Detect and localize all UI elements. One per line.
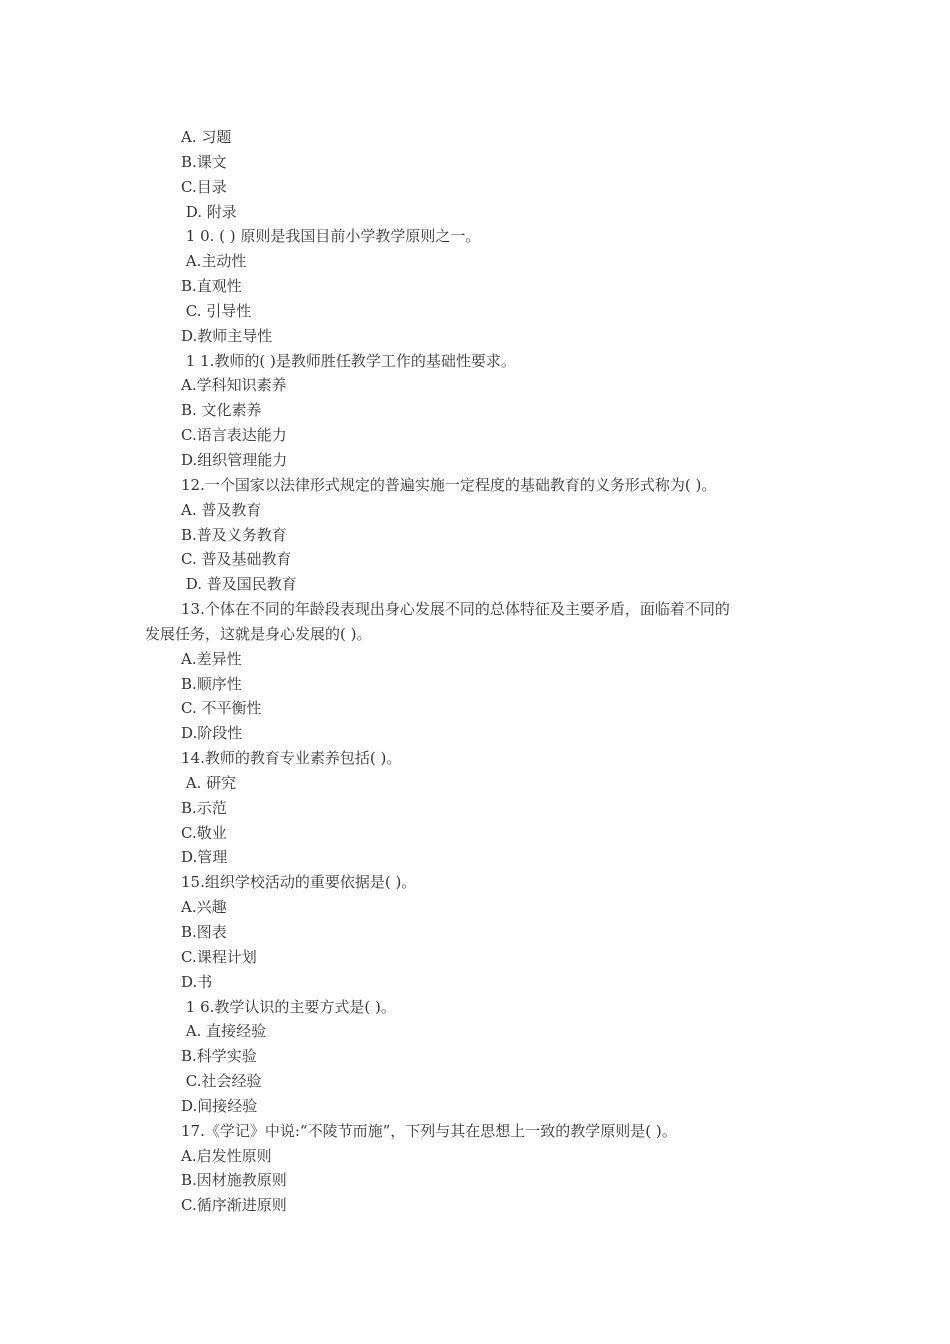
option-line: D.阶段性 <box>181 724 243 743</box>
option-line: D.管理 <box>181 848 228 867</box>
question-line: 1 0. ( ) 原则是我国目前小学教学原则之一。 <box>181 227 481 246</box>
option-line: C. 普及基础教育 <box>181 550 292 569</box>
option-line: B.顺序性 <box>181 674 242 693</box>
option-line: A. 研究 <box>181 773 237 792</box>
question-line: 13.个体在不同的年龄段表现出身心发展不同的总体特征及主要矛盾，面临着不同的 <box>181 600 730 619</box>
question-line: 1 6.教学认识的主要方式是( )。 <box>181 997 396 1016</box>
option-line: A.兴趣 <box>181 898 227 917</box>
option-line: B. 文化素养 <box>181 401 262 420</box>
option-line: C.语言表达能力 <box>181 426 287 445</box>
option-line: C. 不平衡性 <box>181 699 262 718</box>
option-line: B.因材施教原则 <box>181 1171 287 1190</box>
option-line: D.教师主导性 <box>181 326 273 345</box>
option-line: A.学科知识素养 <box>181 376 287 395</box>
option-line: B.直观性 <box>181 277 242 296</box>
option-line: D.组织管理能力 <box>181 450 288 469</box>
option-line: B.示范 <box>181 798 227 817</box>
option-line: A.主动性 <box>181 252 247 271</box>
question-line: 1 1.教师的( )是教师胜任教学工作的基础性要求。 <box>181 351 516 370</box>
question-line: 17.《学记》中说:“不陵节而施”，下列与其在思想上一致的教学原则是( )。 <box>181 1121 677 1140</box>
question-line-continuation: 发展任务，这就是身心发展的( )。 <box>145 624 372 643</box>
option-line: A. 直接经验 <box>181 1022 267 1041</box>
option-line: C.课程计划 <box>181 947 257 966</box>
question-line: 14.教师的教育专业素养包括( )。 <box>181 749 402 768</box>
option-line: B.普及义务教育 <box>181 525 287 544</box>
option-line: D. 附录 <box>181 202 237 221</box>
option-line: A.启发性原则 <box>181 1146 272 1165</box>
question-line: 12.一个国家以法律形式规定的普遍实施一定程度的基础教育的义务形式称为( )。 <box>181 475 717 494</box>
option-line: C.目录 <box>181 177 227 196</box>
option-line: D. 普及国民教育 <box>181 575 297 594</box>
question-line: 15.组织学校活动的重要依据是( )。 <box>181 873 417 892</box>
option-line: D.书 <box>181 972 213 991</box>
option-line: C. 引导性 <box>181 301 252 320</box>
option-line: A. 习题 <box>181 128 232 146</box>
option-line: B.科学实验 <box>181 1047 257 1066</box>
option-line: D.间接经验 <box>181 1096 258 1115</box>
option-line: C.社会经验 <box>181 1072 262 1091</box>
option-line: B.图表 <box>181 923 227 941</box>
option-line: C.循序渐进原则 <box>181 1196 287 1215</box>
option-line: A.差异性 <box>181 649 242 668</box>
option-line: B.课文 <box>181 152 227 171</box>
option-line: A. 普及教育 <box>181 500 262 519</box>
option-line: C.敬业 <box>181 823 227 842</box>
document-body <box>145 125 810 1218</box>
